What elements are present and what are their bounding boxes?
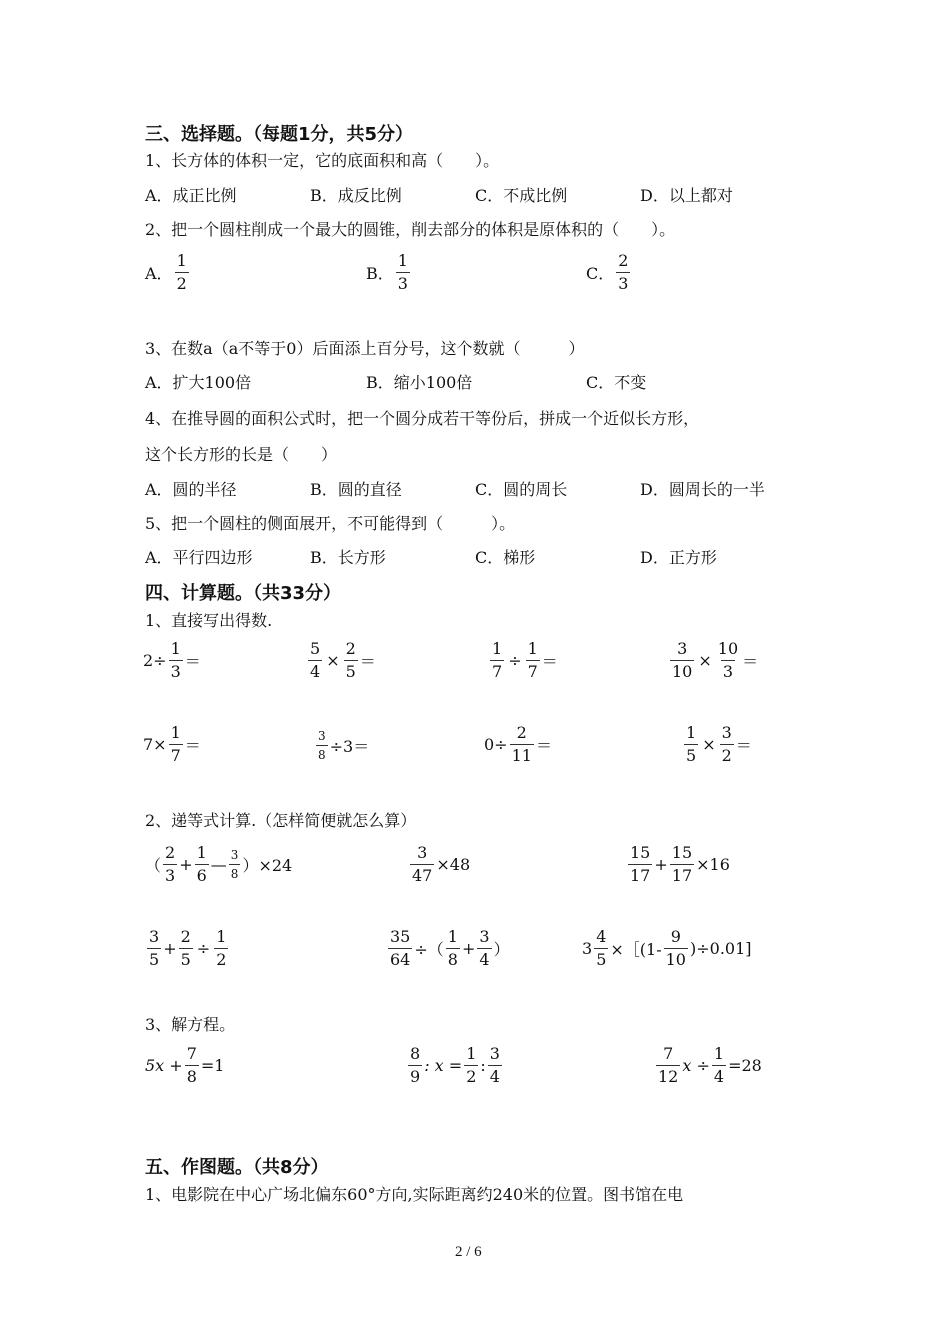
calc-expression: $\frac{3}{10}$ × $\frac{10}{3}$ ＝: [672, 639, 759, 681]
equation: 8 9 : x = $\frac{1}{2}$ : 3 4: [410, 1044, 500, 1086]
calc-expression: 3 $\frac{4}{5}$ ×［(1- 9 10 )÷0.01]: [582, 927, 752, 969]
q3-option-a: A．扩大100倍: [145, 373, 252, 392]
q2-option-a: [145, 253, 191, 292]
option-label: B．: [366, 264, 394, 283]
calc-expression: $\frac{5}{4}$ × $\frac{2}{5}$ ＝: [310, 639, 376, 681]
equation: 7 12 x ÷ $\frac{1}{4}$ =28: [658, 1044, 762, 1086]
q4-option-a: A．圆的半径: [145, 480, 237, 499]
option-label: C．: [586, 264, 615, 283]
q5-option-a: A．平行四边形: [145, 548, 253, 567]
fraction: 2 3: [618, 251, 629, 293]
calc-expression: 3 5 + $\frac{2}{5}$ ÷ $\frac{1}{2}$: [149, 927, 227, 969]
calc-expression: $\frac{3}{47}$ ×48: [412, 843, 471, 885]
calc-expression: $\frac{1}{7}$ ÷ $\frac{1}{7}$ ＝: [492, 639, 558, 681]
calc-expression: $\frac{35}{64}$ ÷（ 1 8 + $\frac{3}{4}$ ）: [390, 927, 510, 969]
s5-q1-stem: 1、电影院在中心广场北偏东60°方向,实际距离约240米的位置。图书馆在电: [145, 1185, 684, 1204]
q3-option-c: C．不变: [586, 373, 647, 392]
q4-option-c: C．圆的周长: [475, 480, 568, 499]
section-5-title: 五、作图题。（共8分）: [145, 1157, 329, 1178]
q5-option-c: C．梯形: [475, 548, 536, 567]
calc-expression: 2÷ $\frac{1}{3}$ ＝: [143, 639, 201, 681]
section-4-title: 四、计算题。（共33分）: [145, 583, 342, 604]
option-label: A．: [145, 264, 173, 283]
calc-expression: 15 17 + $\frac{15}{17}$ ×16: [630, 843, 730, 885]
q4-option-d: D．圆周长的一半: [640, 480, 765, 499]
q2-stem: 2、把一个圆柱削成一个最大的圆锥，削去部分的体积是原体积的（ ）。: [145, 220, 676, 239]
q5-option-d: D．正方形: [640, 548, 717, 567]
q4-stem-line1: 4、在推导圆的面积公式时，把一个圆分成若干等份后，拼成一个近似长方形，: [145, 409, 700, 428]
p2-title: 2、递等式计算.（怎样简便就怎么算）: [145, 811, 417, 830]
q4-option-b: B．圆的直径: [310, 480, 402, 499]
page-number: 2 / 6: [455, 1244, 482, 1260]
q3-option-b: B．缩小100倍: [366, 373, 473, 392]
q1-option-c: C．不成比例: [475, 186, 568, 205]
q1-option-a: A．成正比例: [145, 186, 237, 205]
q5-option-b: B．长方形: [310, 548, 386, 567]
q1-option-d: D．以上都对: [640, 186, 733, 205]
q1-option-b: B．成反比例: [310, 186, 402, 205]
q2-option-b: [366, 253, 412, 292]
p3-title: 3、解方程。: [145, 1015, 236, 1034]
equation: 5x + $\frac{7}{8}$ =1: [145, 1044, 225, 1086]
q1-stem: 1、长方体的体积一定，它的底面积和高（ ）。: [145, 151, 500, 170]
fraction: 1 3: [397, 251, 408, 293]
calc-expression: 0÷ $\frac{2}{11}$ ＝: [484, 723, 552, 765]
calc-expression: （ 2 3 + $\frac{1}{6}$ — 3 8 ）×24: [145, 843, 293, 885]
calc-expression: $\frac{1}{5}$ × $\frac{3}{2}$ ＝: [686, 723, 752, 765]
q2-option-c: [586, 253, 632, 292]
section-3-title: 三、选择题。（每题1分，共5分）: [145, 124, 414, 145]
p1-title: 1、直接写出得数.: [145, 611, 273, 630]
fraction: 1 2: [176, 251, 187, 293]
calc-expression: $\frac{3}{8}$ ÷3＝: [318, 729, 370, 762]
q4-stem-line2: 这个长方形的长是（ ）: [145, 445, 338, 464]
calc-expression: 7× $\frac{1}{7}$ ＝: [143, 723, 201, 765]
q5-stem: 5、把一个圆柱的侧面展开，不可能得到（ ）。: [145, 514, 516, 533]
q3-stem: 3、在数a（a不等于0）后面添上百分号，这个数就（ ）: [145, 339, 585, 358]
